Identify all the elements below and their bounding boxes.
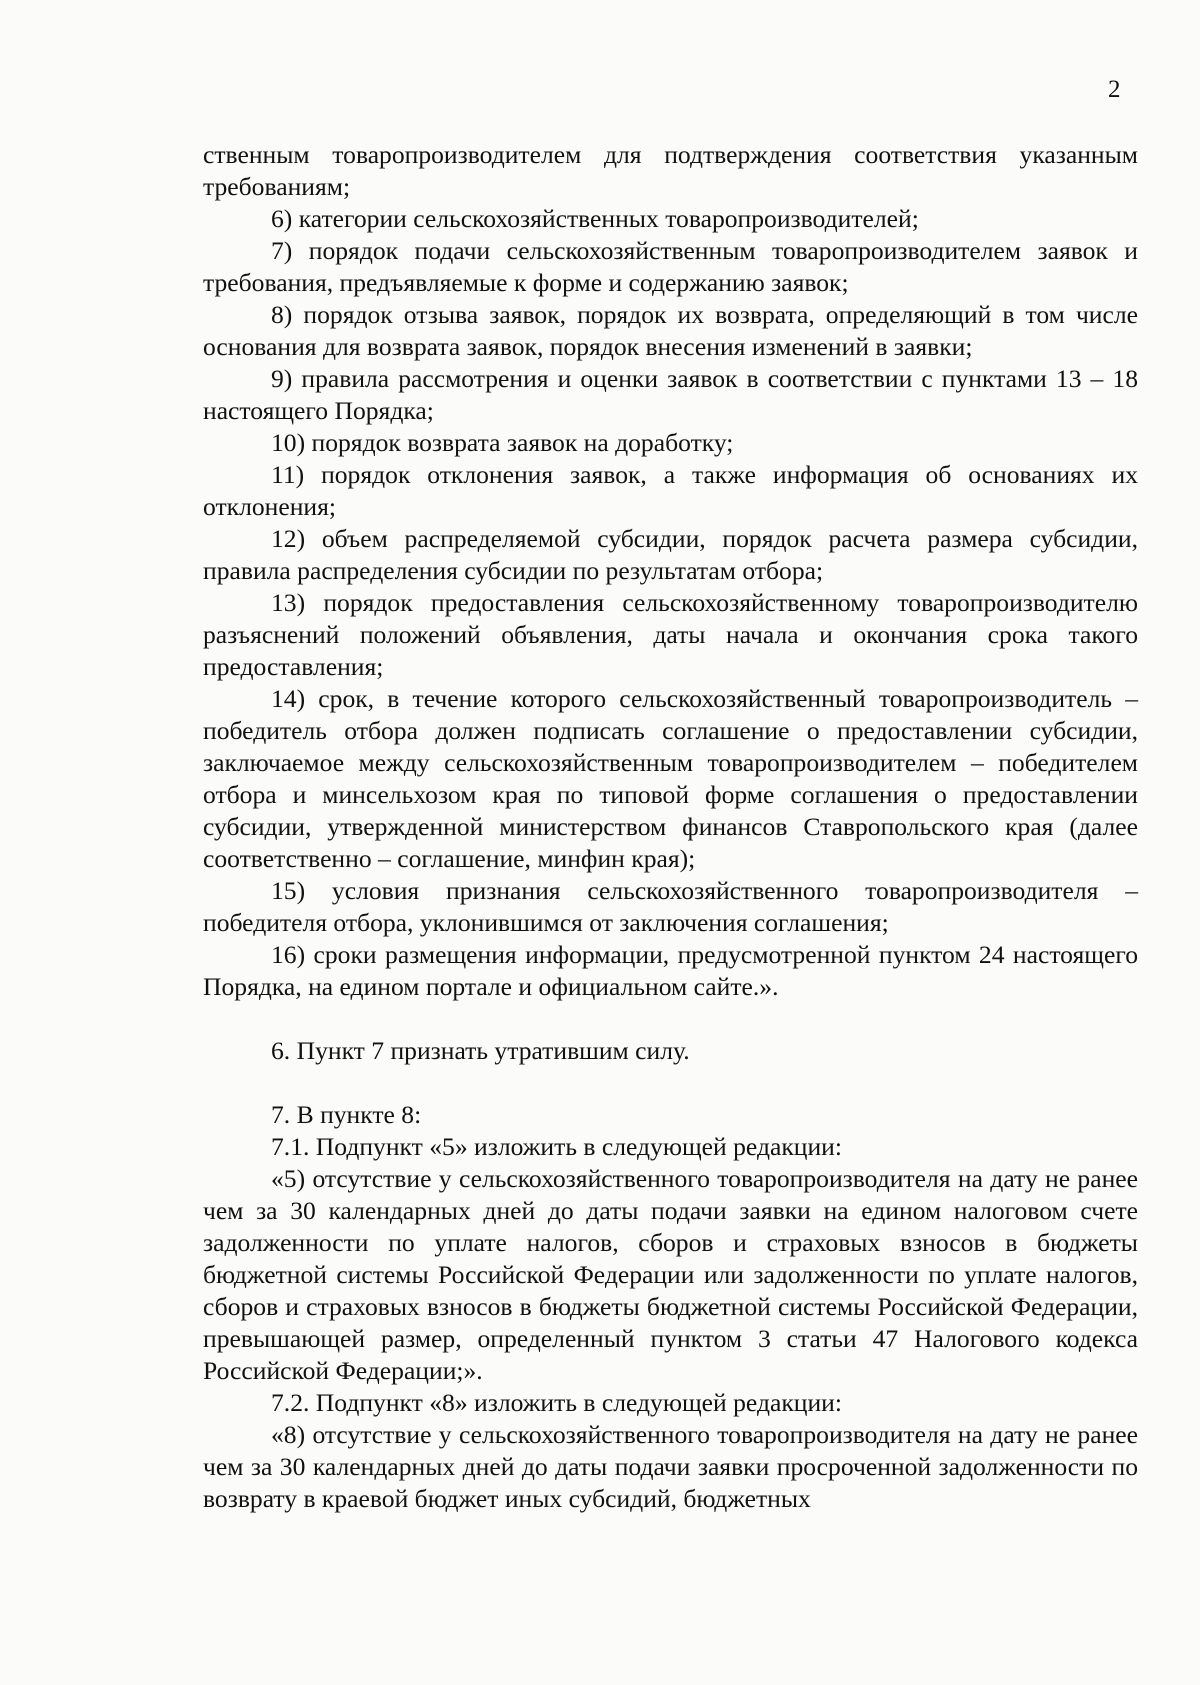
- paragraph: «5) отсутствие у сельскохозяйственного товаропроизводителя на дату не ранее чем за 30 календарных дней до даты подачи заявки на едином налоговом счете задолженности по уплате налогов, сборов и страховых взносов в бюджеты бюджетной системы Российской Федерации или задолженности по уплате налогов, сборов и страховых взносов в бюджеты бюджетной системы Российской Федерации, превышающей размер, определенный пунктом 3 статьи 47 Налогового кодекса Российской Федерации;».: [203, 1164, 1138, 1385]
- paragraph: 16) сроки размещения информации, предусмотренной пунктом 24 настоящего Порядка, на едином портале и официальном сайте.».: [203, 940, 1138, 1001]
- paragraph: ственным товаропроизводителем для подтверждения соответствия указанным требованиям;: [203, 140, 1138, 201]
- paragraph: 11) порядок отклонения заявок, а также информация об основаниях их отклонения;: [203, 460, 1138, 521]
- paragraph: «8) отсутствие у сельскохозяйственного товаропроизводителя на дату не ранее чем за 30 календарных дней до даты подачи заявки просроченной задолженности по возврату в краевой бюджет иных субсидий, бюджетных: [203, 1420, 1138, 1513]
- document-body: [203, 139, 1138, 1515]
- paragraph: 10) порядок возврата заявок на доработку;: [271, 428, 734, 457]
- paragraph: 6) категории сельскохозяйственных товаропроизводителей;: [271, 204, 919, 233]
- paragraph: 6. Пункт 7 признать утратившим силу.: [271, 1036, 690, 1065]
- paragraph: 8) порядок отзыва заявок, порядок их возврата, определяющий в том числе основания для возврата заявок, порядок внесения изменений в заявки;: [203, 300, 1138, 361]
- paragraph-spacer: [203, 1003, 1138, 1035]
- paragraph: 7. В пункте 8:: [271, 1100, 422, 1129]
- paragraph-spacer: [203, 1067, 1138, 1099]
- paragraph: 7.1. Подпункт «5» изложить в следующей редакции:: [271, 1132, 842, 1161]
- paragraph: 7) порядок подачи сельскохозяйственным товаропроизводителем заявок и требования, предъявляемые к форме и содержанию заявок;: [203, 236, 1138, 297]
- paragraph: 13) порядок предоставления сельскохозяйственному товаропроизводителю разъяснений положений объявления, даты начала и окончания срока такого предоставления;: [203, 588, 1138, 681]
- paragraph: 9) правила рассмотрения и оценки заявок в соответствии с пунктами 13 – 18 настоящего Порядка;: [203, 364, 1138, 425]
- paragraph: 7.2. Подпункт «8» изложить в следующей редакции:: [271, 1388, 842, 1417]
- paragraph: 15) условия признания сельскохозяйственного товаропроизводителя – победителя отбора, уклонившимся от заключения соглашения;: [203, 876, 1138, 937]
- page-number: 2: [1108, 76, 1121, 103]
- paragraph: 12) объем распределяемой субсидии, порядок расчета размера субсидии, правила распределения субсидии по результатам отбора;: [203, 524, 1138, 585]
- paragraph: 14) срок, в течение которого сельскохозяйственный товаропроизводитель – победитель отбора должен подписать соглашение о предоставлении субсидии, заключаемое между сельскохозяйственным товаропроизводителем – победителем отбора и минсельхозом края по типовой форме соглашения о предоставлении субсидии, утвержденной министерством финансов Ставропольского края (далее соответственно – соглашение, минфин края);: [203, 684, 1138, 873]
